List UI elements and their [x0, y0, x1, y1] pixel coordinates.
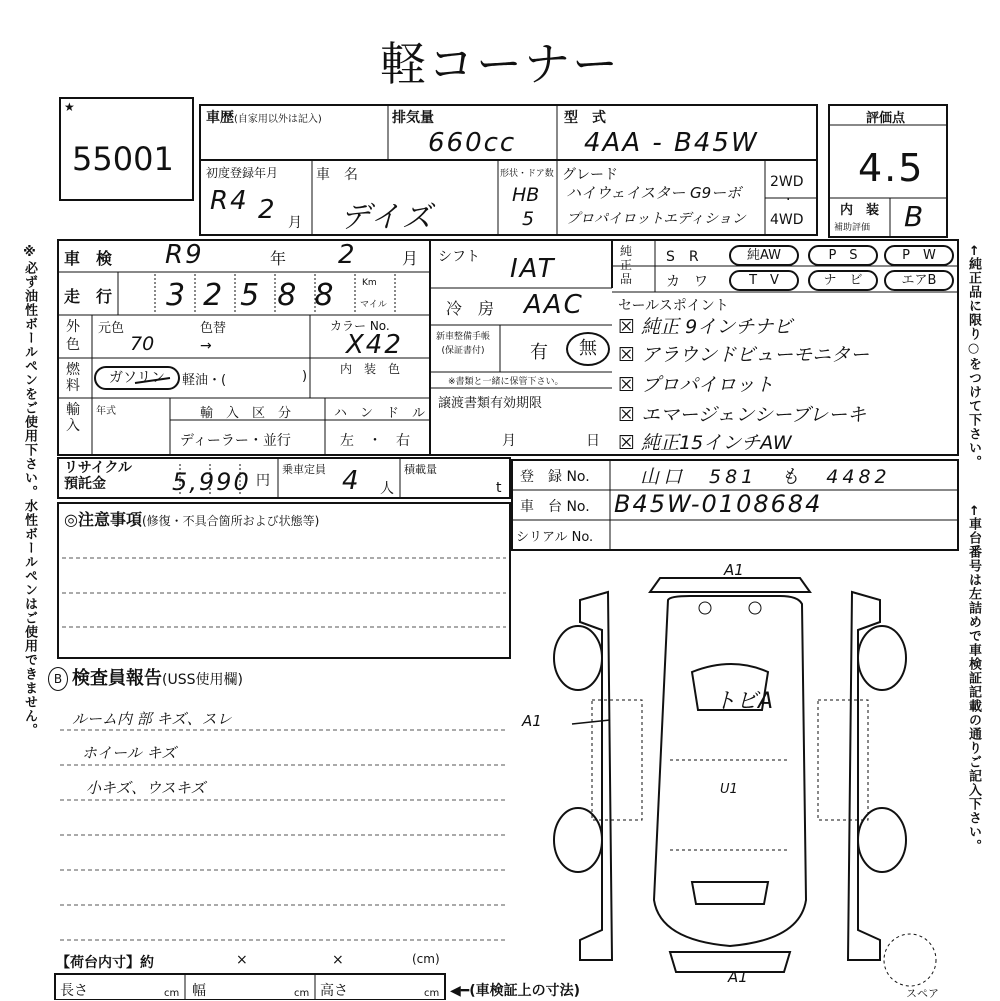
- cargo-times-1: ×: [236, 952, 248, 968]
- sales-point-item: [618, 370, 774, 397]
- inspector-note-2: ホイール キズ: [82, 744, 177, 762]
- inspector-label: [72, 664, 243, 690]
- sales-point-item: [618, 400, 866, 427]
- option-airbag[interactable]: エアB: [884, 270, 954, 291]
- left-margin-note: ※必ず油性ボールペンをご使用下さい。水性ボールペンはご使用できません。: [22, 245, 37, 737]
- manual-none[interactable]: 無: [566, 332, 610, 366]
- left-right-option: 左 ・ 右: [340, 433, 410, 449]
- interior-label: 内 装: [840, 203, 880, 218]
- inspection-year-label: 年: [270, 249, 287, 268]
- inspection-era: R9: [165, 240, 204, 270]
- sales-point-text: 純正 9インチナビ: [641, 316, 793, 338]
- sales-point-item: [618, 428, 792, 455]
- history-note: (自家用以外は記入): [234, 114, 322, 125]
- check-mark: ☒: [618, 432, 636, 454]
- gasoline-option[interactable]: ガソリン: [94, 366, 180, 390]
- option-pw[interactable]: P W: [884, 245, 954, 266]
- car-name-value: デイズ: [340, 200, 434, 235]
- options-side-label: 純正品: [620, 244, 633, 286]
- car-name-label: 車 名: [316, 167, 358, 183]
- height-cm: cm: [424, 988, 440, 999]
- shift-label: シフト: [438, 249, 480, 265]
- doors-value: 5: [522, 208, 535, 230]
- mile-label: マイル: [360, 300, 387, 310]
- diagram-front-mark: A1: [724, 561, 744, 579]
- sales-point-item: [618, 340, 869, 367]
- orig-color-label: 元色: [98, 321, 125, 336]
- lot-mark: ★: [64, 100, 75, 114]
- inspector-label-text: 検査員報告: [72, 668, 162, 689]
- registration-value: 山口 581 も 4482: [640, 466, 891, 488]
- check-mark: ☒: [618, 344, 636, 366]
- sales-points-label: セールスポイント: [618, 298, 729, 314]
- interior-score-value: B: [904, 200, 926, 233]
- manual-has: 有: [530, 342, 548, 363]
- import-label: 輸入: [66, 402, 80, 434]
- interior-sub-label: 補助評価: [834, 223, 871, 233]
- diagram-roof-mark: トビA: [714, 689, 774, 714]
- sales-point-text: エマージェンシーブレーキ: [641, 404, 867, 426]
- option-navi[interactable]: ナ ビ: [808, 270, 878, 291]
- serial-label: シリアル No.: [516, 530, 594, 545]
- color-no-label: カラー No.: [330, 319, 390, 333]
- diagram-rear-mark: A1: [728, 968, 748, 986]
- transfer-month-label: 月: [502, 433, 516, 449]
- first-reg-label: 初度登録年月: [206, 166, 279, 180]
- model-type-value: 4AA - B45W: [584, 128, 759, 158]
- inspection-label: 車 検: [64, 249, 113, 268]
- height-label: 高さ: [320, 983, 348, 999]
- width-label: 幅: [192, 983, 206, 999]
- color-change-label: 色替: [200, 321, 227, 336]
- lot-number: 55001: [72, 140, 174, 178]
- mileage-label: 走 行: [64, 287, 113, 306]
- displacement-value: 660cc: [428, 128, 517, 158]
- inspection-month: 2: [338, 240, 357, 270]
- check-mark: ☒: [618, 374, 636, 396]
- aircon-label: 冷 房: [446, 299, 495, 318]
- mileage-value: 32588: [166, 278, 352, 313]
- capacity-value: 4: [342, 466, 361, 496]
- interior-color-label: 内 装 色: [340, 362, 401, 376]
- registration-label: 登 録 No.: [520, 469, 590, 485]
- grade-line2: プロパイロットエディション: [566, 211, 746, 227]
- check-mark: ☒: [618, 316, 636, 338]
- inspector-note-3: 小キズ、ウスキズ: [86, 779, 206, 797]
- width-cm: cm: [294, 988, 310, 999]
- diagram-left-mark: A1: [522, 712, 542, 730]
- fuel-label: 燃料: [66, 362, 80, 394]
- model-year-label: 年式: [96, 406, 116, 417]
- drive-dot: ·: [786, 192, 791, 208]
- recycle-label: リサイクル 預託金: [64, 460, 133, 492]
- capacity-label: 乗車定員: [282, 463, 326, 476]
- page-title: 軽コーナー: [380, 37, 620, 91]
- shift-value: IAT: [510, 254, 556, 284]
- chassis-label: 車 台 No.: [520, 499, 590, 515]
- notes-label: [64, 507, 319, 530]
- first-reg-month-label: 月: [288, 215, 302, 231]
- drive-2wd: 2WD: [770, 174, 804, 190]
- check-mark: ☒: [618, 404, 636, 426]
- aircon-value: AAC: [524, 290, 584, 320]
- ton-label: t: [496, 480, 502, 496]
- history-label: [206, 107, 322, 127]
- right-margin-note-top: ←純正品に限り○をつけて下さい。: [966, 245, 981, 469]
- sales-point-text: プロパイロット: [641, 374, 774, 396]
- score-label: 評価点: [866, 111, 906, 126]
- yen-label: 円: [256, 473, 270, 489]
- displacement-label: 排気量: [392, 110, 434, 126]
- first-reg-year: R4: [210, 186, 249, 216]
- sales-point-text: アラウンドビューモニター: [641, 344, 870, 366]
- light-oil-option: 軽油・(: [182, 373, 227, 388]
- car-diagram: [520, 560, 960, 1000]
- cargo-cm: (cm): [412, 952, 440, 966]
- score-value: 4.5: [858, 146, 925, 190]
- grade-label: グレード: [562, 167, 618, 183]
- cargo-label: 【荷台内寸】約: [56, 955, 154, 971]
- first-reg-month: 2: [258, 195, 277, 225]
- color-arrow: →: [200, 338, 212, 354]
- inspection-month-label: 月: [402, 249, 419, 268]
- right-margin-note-bottom: ←車台番号は左詰めで車検証記載の通りご記入下さい。: [966, 505, 981, 853]
- recycle-fee-value: 5,990: [172, 468, 251, 496]
- transfer-doc-label: 譲渡書類有効期限: [438, 396, 543, 411]
- grade-line1: ハイウェイスター G9ーボ: [566, 184, 742, 202]
- diagram-body-mark: U1: [720, 782, 738, 797]
- handle-label: ハ ン ド ル: [334, 406, 426, 421]
- sales-point-text: 純正15インチAW: [641, 432, 792, 454]
- load-label: 積載量: [404, 463, 437, 476]
- dealer-option: ディーラー・並行: [180, 433, 291, 449]
- option-genuine-aw[interactable]: 純AW: [729, 245, 799, 266]
- notes-sub-label: (修復・不具合箇所および状態等): [141, 514, 320, 528]
- cert-dims-note: ◀━(車検証上の寸法): [450, 983, 580, 999]
- cargo-times-2: ×: [332, 952, 344, 968]
- chassis-value: B45W-0108684: [614, 490, 823, 518]
- shape-doors-label: 形状・ドア数: [500, 169, 554, 179]
- inspector-sub-label: (USS使用欄): [162, 672, 243, 688]
- keep-note: ※書類と一緒に保管下さい。: [448, 377, 564, 387]
- option-leather: カ ワ: [666, 274, 708, 290]
- option-ps[interactable]: P S: [808, 245, 878, 266]
- manual-label: 新車整備手帳 (保証書付): [436, 332, 491, 356]
- option-sr: S R: [666, 249, 699, 265]
- inspector-mark: B: [48, 667, 68, 691]
- model-type-label: 型 式: [564, 110, 606, 126]
- color-no-value: X42: [346, 330, 403, 360]
- ext-color-label: 外色: [66, 319, 80, 353]
- transfer-day-label: 日: [586, 433, 600, 449]
- orig-color-value: 70: [130, 333, 155, 355]
- fuel-paren-close: ): [302, 369, 308, 384]
- person-label: 人: [380, 481, 394, 497]
- import-type-label: 輸 入 区 分: [200, 406, 292, 421]
- length-cm: cm: [164, 988, 180, 999]
- shape-value: HB: [512, 184, 540, 206]
- km-label: Km: [362, 278, 377, 288]
- notes-label-text: ◎注意事項: [64, 510, 142, 529]
- sales-point-item: [618, 312, 792, 339]
- spare-label: スペア: [906, 987, 939, 1000]
- option-tv[interactable]: T V: [729, 270, 799, 291]
- inspector-note-1: ルーム内 部 キズ、スレ: [72, 710, 232, 728]
- drive-4wd: 4WD: [770, 212, 804, 228]
- length-label: 長さ: [60, 983, 88, 999]
- history-label-text: 車歴: [206, 110, 234, 126]
